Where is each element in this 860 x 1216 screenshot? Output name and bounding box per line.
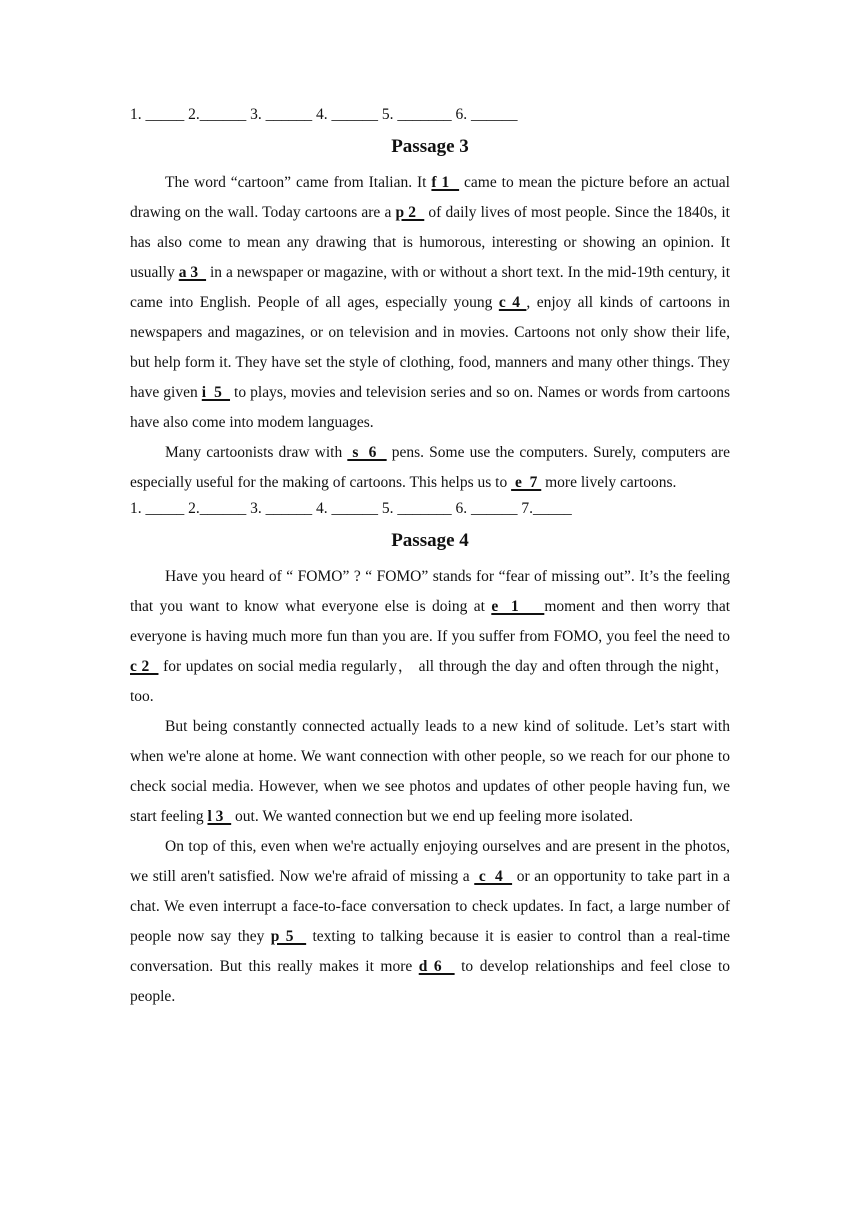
blank-1: f 1 — [431, 174, 460, 191]
blank-5: i 5 — [201, 384, 231, 401]
blank-4: c 4 — [498, 294, 527, 311]
text-segment: out. We wanted connection but we end up feeling more isolated. — [231, 808, 633, 825]
passage-3-paragraph-1 — [130, 168, 730, 438]
blank-6: s 6 — [347, 444, 387, 461]
blank-3: l 3 — [207, 808, 232, 825]
text-segment: Many cartoonists draw with — [165, 444, 348, 461]
passage-4-title: Passage 4 — [391, 530, 469, 551]
blank-2: p 2 — [395, 204, 425, 221]
answer-line-2: 1. _____ 2.______ 3. ______ 4. ______ 5. _______ 6. ______ 7._____ — [130, 500, 572, 517]
passage-3-title: Passage 3 — [391, 136, 469, 157]
text-segment: moment and then worry that everyone is having much more fun than you are. If you suffer from FOMO, you feel the need to — [130, 598, 731, 645]
text-segment: of daily lives of most people. Since the 1840s, it has also come to mean any drawing that is humorous, interesting or showing an opinion. It usually — [130, 204, 730, 281]
blank-3: a 3 — [178, 264, 207, 281]
text-segment: in a newspaper or magazine, with or without a short text. In the mid-19th century, it came into English. People of all ages, especially young — [130, 264, 730, 311]
text-segment: The word “cartoon” came from Italian. It — [165, 174, 432, 191]
text-segment: texting to talking because it is easier to control than a real-time conversation. But this really makes it more — [130, 928, 731, 975]
text-segment: more lively cartoons. — [541, 474, 677, 491]
document-page — [130, 104, 730, 1012]
text-segment: On top of this, even when we're actually enjoying ourselves and are present in the photos, we still aren't satisfied. Now we're afraid of missing a — [130, 838, 730, 885]
passage-4-paragraph-2 — [130, 712, 730, 832]
passage-3-paragraph-2 — [130, 438, 730, 498]
passage-4-paragraph-1 — [130, 562, 730, 712]
text-segment: for updates on social media regularly， all through the day and often through the night， too. — [130, 658, 730, 705]
text-segment: But being constantly connected actually leads to a new kind of solitude. Let’s start with when we're alone at home. We want connection with other people, so we reach for our phone to check social media. However, when we see photos and updates of other people having fun, we start feeling — [130, 718, 730, 825]
blank-4: c 4 — [474, 868, 513, 885]
text-segment: to plays, movies and television series and so on. Names or words from cartoons have also come into modem languages. — [130, 384, 730, 431]
blank-5: p 5 — [270, 928, 307, 945]
text-segment: Have you heard of “ FOMO” ? “ FOMO” stands for “fear of missing out”. It’s the feeling that you want to know what everyone else is doing at — [130, 568, 730, 615]
blank-1: e 1 — [491, 598, 545, 615]
passage-4-body — [130, 562, 730, 1012]
blank-7: e 7 — [511, 474, 542, 491]
blank-6: d 6 — [418, 958, 455, 975]
text-segment: to develop relationships and feel close to people. — [130, 958, 731, 1005]
text-segment: pens. Some use the computers. Surely, computers are especially useful for the making of cartoons. This helps us to — [130, 444, 730, 491]
passage-4-paragraph-3 — [130, 832, 730, 1012]
answer-line-1: 1. _____ 2.______ 3. ______ 4. ______ 5. _______ 6. ______ — [130, 106, 518, 123]
text-segment: , enjoy all kinds of cartoons in newspapers and magazines, or on television and in movies. Cartoons not only show their life, but help form it. They have set the style of clothing, food, manners and many other things. They have given — [130, 294, 730, 401]
blank-2: c 2 — [130, 658, 159, 675]
text-segment: or an opportunity to take part in a chat. We even interrupt a face-to-face conversation to check updates. In fact, a large number of people now say they — [130, 868, 730, 945]
text-segment: came to mean the picture before an actual drawing on the wall. Today cartoons are a — [130, 174, 730, 221]
